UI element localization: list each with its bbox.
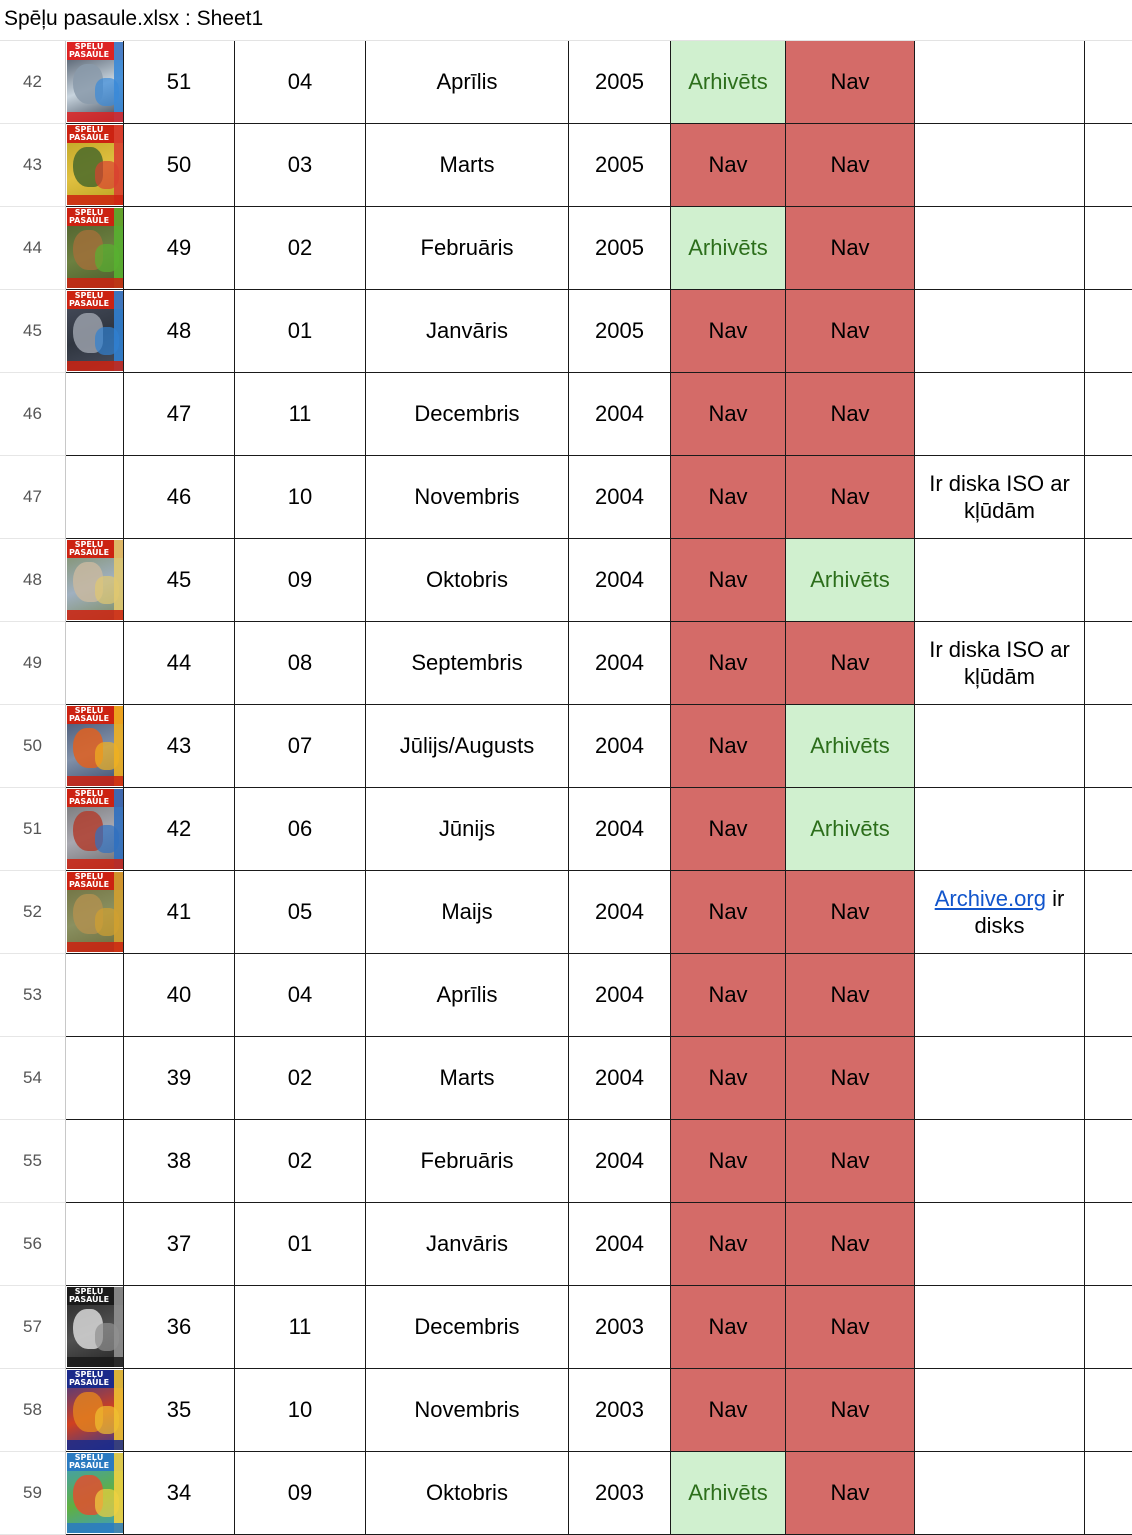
window-title-bar xyxy=(0,0,1132,41)
table-row xyxy=(0,539,1132,622)
month-name-cell[interactable]: Novembris xyxy=(366,456,569,539)
issue-number-cell[interactable]: 41 xyxy=(124,871,235,954)
status-disk-cell[interactable]: Nav xyxy=(786,1452,915,1535)
row-header[interactable]: 49 xyxy=(0,622,66,705)
year-cell[interactable]: 2004 xyxy=(569,1037,671,1120)
status-disk-cell[interactable]: Arhivēts xyxy=(786,788,915,871)
issue-number-cell[interactable]: 45 xyxy=(124,539,235,622)
empty-cell[interactable] xyxy=(1085,1203,1132,1286)
month-number-cell[interactable]: 11 xyxy=(235,1286,366,1369)
empty-cell[interactable] xyxy=(1085,1037,1132,1120)
table-row xyxy=(0,41,1132,124)
empty-cell[interactable] xyxy=(1085,373,1132,456)
note-cell[interactable] xyxy=(915,456,1085,539)
month-number-cell[interactable]: 02 xyxy=(235,1120,366,1203)
issue-number-cell[interactable]: 39 xyxy=(124,1037,235,1120)
note-cell[interactable] xyxy=(915,705,1085,788)
status-magazine-cell[interactable]: Nav xyxy=(671,954,786,1037)
table-row xyxy=(0,871,1132,954)
row-header[interactable]: 43 xyxy=(0,124,66,207)
issue-number-cell[interactable]: 37 xyxy=(124,1203,235,1286)
month-number-cell[interactable]: 09 xyxy=(235,1452,366,1535)
table-row xyxy=(0,705,1132,788)
cover-cell[interactable] xyxy=(66,705,124,788)
magazine-cover-image: SPĒĻU PASAULE xyxy=(67,291,123,371)
status-disk-cell[interactable]: Nav xyxy=(786,207,915,290)
month-name-cell[interactable]: Februāris xyxy=(366,1120,569,1203)
year-cell[interactable]: 2004 xyxy=(569,622,671,705)
archive-link[interactable]: Archive.org xyxy=(934,886,1046,911)
magazine-cover-image: SPĒĻU PASAULE xyxy=(67,42,123,122)
month-number-cell[interactable]: 03 xyxy=(235,124,366,207)
month-name-cell[interactable]: Oktobris xyxy=(366,1452,569,1535)
year-cell[interactable]: 2003 xyxy=(569,1369,671,1452)
note-cell[interactable] xyxy=(915,1120,1085,1203)
month-name-cell[interactable]: Aprīlis xyxy=(366,41,569,124)
magazine-cover-image: SPĒĻU PASAULE xyxy=(67,1453,123,1533)
month-name-cell[interactable]: Jūnijs xyxy=(366,788,569,871)
table-row xyxy=(0,124,1132,207)
month-number-cell[interactable]: 04 xyxy=(235,41,366,124)
cover-cell[interactable] xyxy=(66,373,124,456)
empty-cell[interactable] xyxy=(1085,1286,1132,1369)
table-row xyxy=(0,788,1132,871)
empty-cell[interactable] xyxy=(1085,207,1132,290)
row-header[interactable]: 46 xyxy=(0,373,66,456)
issue-number-cell[interactable]: 47 xyxy=(124,373,235,456)
status-magazine-cell[interactable]: Nav xyxy=(671,124,786,207)
row-header[interactable]: 54 xyxy=(0,1037,66,1120)
row-header[interactable]: 44 xyxy=(0,207,66,290)
month-number-cell[interactable]: 07 xyxy=(235,705,366,788)
note-cell[interactable] xyxy=(915,1369,1085,1452)
row-header[interactable]: 55 xyxy=(0,1120,66,1203)
status-disk-cell[interactable]: Nav xyxy=(786,871,915,954)
status-disk-cell[interactable]: Nav xyxy=(786,373,915,456)
month-name-cell[interactable]: Marts xyxy=(366,124,569,207)
month-name-cell[interactable]: Maijs xyxy=(366,871,569,954)
status-magazine-cell[interactable]: Arhivēts xyxy=(671,41,786,124)
status-magazine-cell[interactable]: Nav xyxy=(671,1286,786,1369)
empty-cell[interactable] xyxy=(1085,1369,1132,1452)
table-row xyxy=(0,1203,1132,1286)
month-number-cell[interactable]: 11 xyxy=(235,373,366,456)
status-magazine-cell[interactable]: Arhivēts xyxy=(671,1452,786,1535)
issue-number-cell[interactable]: 40 xyxy=(124,954,235,1037)
status-magazine-cell[interactable]: Arhivēts xyxy=(671,207,786,290)
month-name-cell[interactable]: Decembris xyxy=(366,373,569,456)
status-disk-cell[interactable]: Nav xyxy=(786,1120,915,1203)
issue-number-cell[interactable]: 43 xyxy=(124,705,235,788)
magazine-cover-image: SPĒĻU PASAULE xyxy=(67,872,123,952)
row-header[interactable]: 58 xyxy=(0,1369,66,1452)
window-title: Spēļu pasaule.xlsx : Sheet1 xyxy=(4,7,264,30)
month-name-cell[interactable]: Janvāris xyxy=(366,1203,569,1286)
month-number-cell[interactable]: 02 xyxy=(235,1037,366,1120)
status-disk-cell[interactable]: Nav xyxy=(786,456,915,539)
table-row xyxy=(0,290,1132,373)
cover-cell[interactable] xyxy=(66,622,124,705)
status-magazine-cell[interactable]: Nav xyxy=(671,1120,786,1203)
table-row xyxy=(0,954,1132,1037)
month-number-cell[interactable]: 10 xyxy=(235,1369,366,1452)
table-row xyxy=(0,1286,1132,1369)
year-cell[interactable]: 2004 xyxy=(569,539,671,622)
year-cell[interactable]: 2005 xyxy=(569,290,671,373)
month-name-cell[interactable]: Oktobris xyxy=(366,539,569,622)
row-header[interactable]: 56 xyxy=(0,1203,66,1286)
issue-number-cell[interactable]: 38 xyxy=(124,1120,235,1203)
note-cell[interactable] xyxy=(915,622,1085,705)
issue-number-cell[interactable]: 51 xyxy=(124,41,235,124)
note-cell[interactable] xyxy=(915,1203,1085,1286)
row-header[interactable]: 59 xyxy=(0,1452,66,1535)
status-magazine-cell[interactable]: Nav xyxy=(671,456,786,539)
note-text xyxy=(923,885,1076,939)
magazine-cover-image: SPĒĻU PASAULE xyxy=(67,789,123,869)
year-cell[interactable]: 2004 xyxy=(569,1120,671,1203)
status-disk-cell[interactable]: Arhivēts xyxy=(786,705,915,788)
status-disk-cell[interactable]: Nav xyxy=(786,41,915,124)
status-magazine-cell[interactable]: Nav xyxy=(671,1369,786,1452)
note-cell[interactable] xyxy=(915,1286,1085,1369)
table-row xyxy=(0,456,1132,539)
year-cell[interactable]: 2005 xyxy=(569,124,671,207)
empty-cell[interactable] xyxy=(1085,705,1132,788)
table-row xyxy=(0,207,1132,290)
status-disk-cell[interactable]: Nav xyxy=(786,1286,915,1369)
row-header[interactable]: 47 xyxy=(0,456,66,539)
row-header[interactable]: 45 xyxy=(0,290,66,373)
note-cell[interactable] xyxy=(915,871,1085,954)
issue-number-cell[interactable]: 42 xyxy=(124,788,235,871)
status-disk-cell[interactable]: Nav xyxy=(786,954,915,1037)
magazine-cover-image: SPĒĻU PASAULE xyxy=(67,125,123,205)
issue-number-cell[interactable]: 35 xyxy=(124,1369,235,1452)
cover-cell[interactable] xyxy=(66,788,124,871)
empty-cell[interactable] xyxy=(1085,1452,1132,1535)
status-disk-cell[interactable]: Nav xyxy=(786,622,915,705)
month-number-cell[interactable]: 10 xyxy=(235,456,366,539)
month-number-cell[interactable]: 04 xyxy=(235,954,366,1037)
magazine-cover-image: SPĒĻU PASAULE xyxy=(67,1287,123,1367)
issue-number-cell[interactable]: 48 xyxy=(124,290,235,373)
row-header[interactable]: 48 xyxy=(0,539,66,622)
table-row xyxy=(0,1037,1132,1120)
issue-number-cell[interactable]: 46 xyxy=(124,456,235,539)
empty-cell[interactable] xyxy=(1085,871,1132,954)
month-name-cell[interactable]: Janvāris xyxy=(366,290,569,373)
note-cell[interactable] xyxy=(915,539,1085,622)
empty-cell[interactable] xyxy=(1085,622,1132,705)
cover-cell[interactable] xyxy=(66,1120,124,1203)
month-name-cell[interactable]: Septembris xyxy=(366,622,569,705)
cover-cell[interactable] xyxy=(66,1452,124,1535)
status-magazine-cell[interactable]: Nav xyxy=(671,788,786,871)
year-cell[interactable]: 2005 xyxy=(569,41,671,124)
row-header[interactable]: 53 xyxy=(0,954,66,1037)
note-text: Ir diska ISO ar kļūdām xyxy=(929,471,1070,523)
status-disk-cell[interactable]: Nav xyxy=(786,290,915,373)
month-number-cell[interactable]: 05 xyxy=(235,871,366,954)
month-name-cell[interactable]: Decembris xyxy=(366,1286,569,1369)
month-name-cell[interactable]: Marts xyxy=(366,1037,569,1120)
issue-number-cell[interactable]: 36 xyxy=(124,1286,235,1369)
magazine-cover-image: SPĒĻU PASAULE xyxy=(67,540,123,620)
cover-cell[interactable] xyxy=(66,871,124,954)
cover-cell[interactable] xyxy=(66,290,124,373)
month-number-cell[interactable]: 01 xyxy=(235,290,366,373)
cover-cell[interactable] xyxy=(66,954,124,1037)
empty-cell[interactable] xyxy=(1085,290,1132,373)
status-magazine-cell[interactable]: Nav xyxy=(671,705,786,788)
year-cell[interactable]: 2004 xyxy=(569,705,671,788)
row-header[interactable]: 50 xyxy=(0,705,66,788)
status-disk-cell[interactable]: Nav xyxy=(786,1037,915,1120)
cover-cell[interactable] xyxy=(66,124,124,207)
issue-number-cell[interactable]: 49 xyxy=(124,207,235,290)
month-name-cell[interactable]: Jūlijs/Augusts xyxy=(366,705,569,788)
note-cell[interactable] xyxy=(915,124,1085,207)
note-cell[interactable] xyxy=(915,954,1085,1037)
year-cell[interactable]: 2003 xyxy=(569,1286,671,1369)
magazine-cover-image: SPĒĻU PASAULE xyxy=(67,208,123,288)
row-header[interactable]: 57 xyxy=(0,1286,66,1369)
year-cell[interactable]: 2004 xyxy=(569,1203,671,1286)
status-disk-cell[interactable]: Nav xyxy=(786,1203,915,1286)
note-text: Ir diska ISO ar kļūdām xyxy=(929,637,1070,689)
status-magazine-cell[interactable]: Nav xyxy=(671,871,786,954)
month-name-cell[interactable]: Februāris xyxy=(366,207,569,290)
month-number-cell[interactable]: 09 xyxy=(235,539,366,622)
month-number-cell[interactable]: 01 xyxy=(235,1203,366,1286)
note-rest-text: ir disks xyxy=(974,886,1065,938)
status-magazine-cell[interactable]: Nav xyxy=(671,622,786,705)
status-magazine-cell[interactable]: Nav xyxy=(671,290,786,373)
note-cell[interactable] xyxy=(915,1037,1085,1120)
status-disk-cell[interactable]: Arhivēts xyxy=(786,539,915,622)
note-cell[interactable] xyxy=(915,788,1085,871)
year-cell[interactable]: 2004 xyxy=(569,954,671,1037)
issue-number-cell[interactable]: 34 xyxy=(124,1452,235,1535)
status-magazine-cell[interactable]: Nav xyxy=(671,373,786,456)
status-magazine-cell[interactable]: Nav xyxy=(671,1037,786,1120)
table-row xyxy=(0,1120,1132,1203)
year-cell[interactable]: 2004 xyxy=(569,456,671,539)
empty-cell[interactable] xyxy=(1085,539,1132,622)
row-header[interactable]: 51 xyxy=(0,788,66,871)
month-number-cell[interactable]: 08 xyxy=(235,622,366,705)
note-cell[interactable] xyxy=(915,41,1085,124)
row-header[interactable]: 52 xyxy=(0,871,66,954)
month-name-cell[interactable]: Novembris xyxy=(366,1369,569,1452)
year-cell[interactable]: 2005 xyxy=(569,207,671,290)
year-cell[interactable]: 2004 xyxy=(569,373,671,456)
table-row xyxy=(0,1369,1132,1452)
spreadsheet-grid xyxy=(0,41,1132,1535)
empty-cell[interactable] xyxy=(1085,456,1132,539)
cover-cell[interactable] xyxy=(66,1286,124,1369)
empty-cell[interactable] xyxy=(1085,788,1132,871)
note-cell[interactable] xyxy=(915,1452,1085,1535)
cover-cell[interactable] xyxy=(66,456,124,539)
year-cell[interactable]: 2004 xyxy=(569,871,671,954)
empty-cell[interactable] xyxy=(1085,124,1132,207)
cover-cell[interactable] xyxy=(66,207,124,290)
cover-cell[interactable] xyxy=(66,41,124,124)
cover-cell[interactable] xyxy=(66,539,124,622)
empty-cell[interactable] xyxy=(1085,1120,1132,1203)
issue-number-cell[interactable]: 44 xyxy=(124,622,235,705)
year-cell[interactable]: 2003 xyxy=(569,1452,671,1535)
cover-cell[interactable] xyxy=(66,1203,124,1286)
table-row xyxy=(0,373,1132,456)
year-cell[interactable]: 2004 xyxy=(569,788,671,871)
magazine-cover-image: SPĒĻU PASAULE xyxy=(67,706,123,786)
note-cell[interactable] xyxy=(915,373,1085,456)
cover-cell[interactable] xyxy=(66,1369,124,1452)
status-magazine-cell[interactable]: Nav xyxy=(671,539,786,622)
table-row xyxy=(0,1452,1132,1535)
magazine-cover-image: SPĒĻU PASAULE xyxy=(67,1370,123,1450)
note-cell[interactable] xyxy=(915,290,1085,373)
status-magazine-cell[interactable]: Nav xyxy=(671,1203,786,1286)
cover-cell[interactable] xyxy=(66,1037,124,1120)
month-name-cell[interactable]: Aprīlis xyxy=(366,954,569,1037)
empty-cell[interactable] xyxy=(1085,41,1132,124)
status-disk-cell[interactable]: Nav xyxy=(786,124,915,207)
table-row xyxy=(0,622,1132,705)
month-number-cell[interactable]: 06 xyxy=(235,788,366,871)
month-number-cell[interactable]: 02 xyxy=(235,207,366,290)
empty-cell[interactable] xyxy=(1085,954,1132,1037)
row-header[interactable]: 42 xyxy=(0,41,66,124)
note-cell[interactable] xyxy=(915,207,1085,290)
status-disk-cell[interactable]: Nav xyxy=(786,1369,915,1452)
issue-number-cell[interactable]: 50 xyxy=(124,124,235,207)
